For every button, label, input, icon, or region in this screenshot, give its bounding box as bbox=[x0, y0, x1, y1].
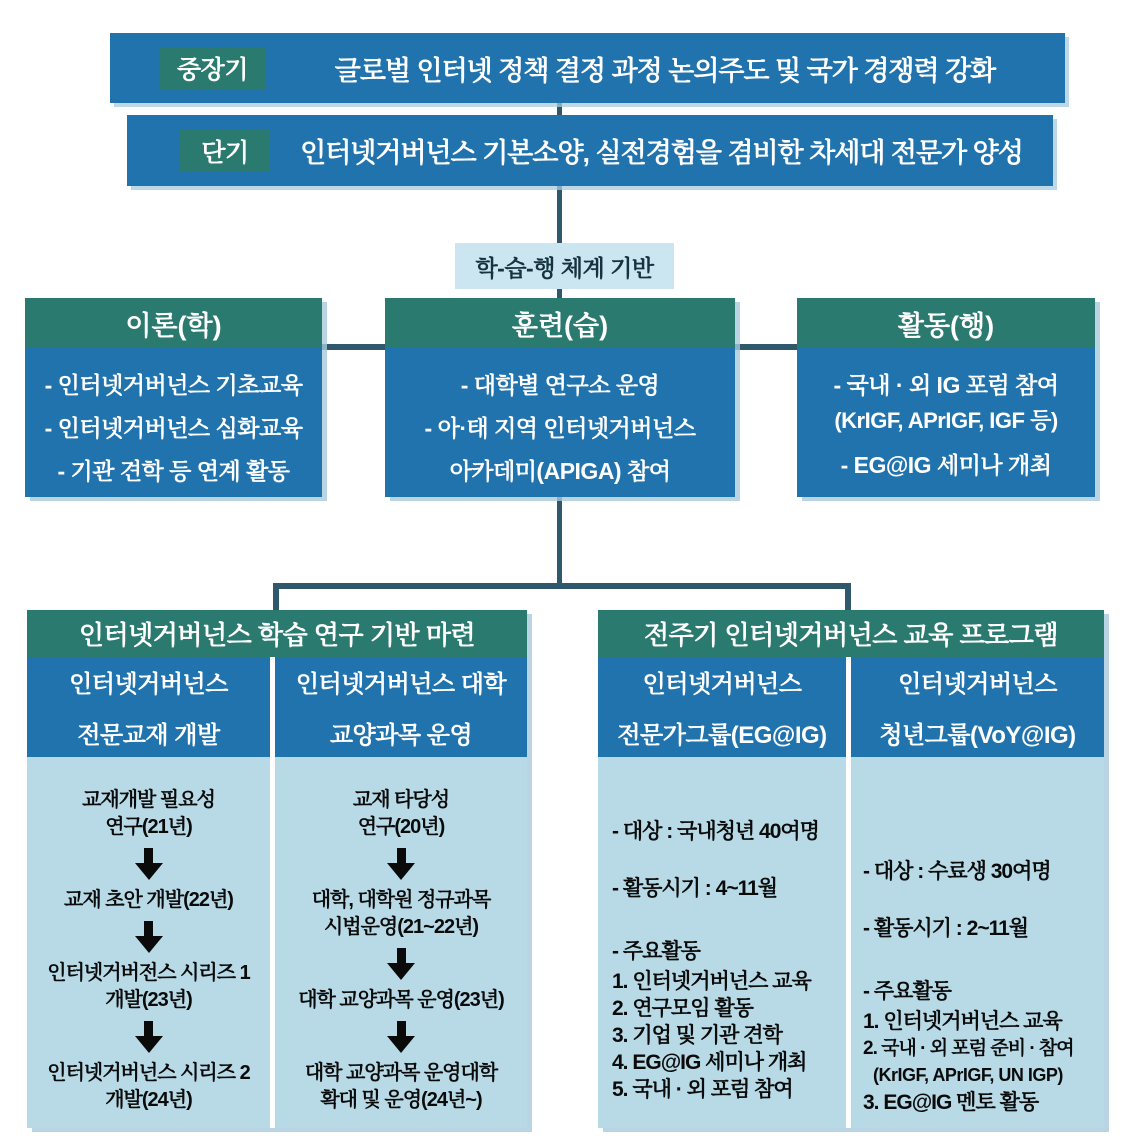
step-line: 인터넷거버전스 시리즈 1 bbox=[47, 962, 250, 984]
subheader-line: 청년그룹(VoY@IG) bbox=[879, 722, 1076, 749]
subcolumn-youth-group bbox=[851, 657, 1104, 1128]
info-line: - 대상 : 국내청년 40여명 bbox=[612, 820, 819, 843]
step-line: 연구(21년) bbox=[105, 816, 192, 838]
system-label: 학-습-행 체계 기반 bbox=[455, 243, 674, 289]
section-education-program bbox=[598, 610, 1104, 1128]
column-theory-body bbox=[25, 348, 322, 497]
section-research-foundation bbox=[27, 610, 527, 1128]
activity-item: 2. 연구모임 활동 bbox=[612, 997, 753, 1020]
column-training bbox=[385, 298, 735, 497]
short-term-title: 인터넷거버넌스 기본소양, 실전경험을 겸비한 차세대 전문가 양성 bbox=[300, 138, 1023, 168]
activity-item: 3. EG@IG 멘토 활동 bbox=[863, 1091, 1039, 1114]
subheader-line: 인터넷거버넌스 대학 bbox=[295, 671, 507, 698]
flow-step bbox=[305, 1060, 497, 1114]
step-line: 시법운영(21~22년) bbox=[323, 916, 479, 938]
activities-label: - 주요활동 bbox=[863, 980, 951, 1003]
subcolumn-youth-group-body bbox=[851, 757, 1104, 1128]
subcolumn-liberal-arts-body bbox=[275, 757, 527, 1128]
down-arrow-icon bbox=[135, 921, 163, 953]
section-research-columns bbox=[27, 657, 527, 1128]
subcolumn-expert-group-body bbox=[598, 757, 846, 1128]
down-arrow-icon bbox=[387, 948, 415, 980]
connector-training-activity bbox=[734, 344, 798, 350]
list-item: - EG@IG 세미나 개최 bbox=[840, 452, 1052, 478]
banner-long-term bbox=[110, 33, 1065, 103]
list-item: - 기관 견학 등 연계 활동 bbox=[57, 458, 290, 484]
list-item: - 인터넷거버넌스 기초교육 bbox=[44, 372, 303, 398]
long-term-badge: 중장기 bbox=[160, 47, 265, 90]
activities-label: - 주요활동 bbox=[612, 940, 700, 963]
activity-item: (KrIGF, APrIGF, UN IGP) bbox=[873, 1065, 1063, 1085]
activity-item: 3. 기업 및 기관 견학 bbox=[612, 1024, 782, 1047]
long-term-title: 글로벌 인터넷 정책 결정 과정 논의주도 및 국가 경쟁력 강화 bbox=[334, 55, 996, 86]
connector-left-drop bbox=[273, 588, 279, 612]
step-line: 대학, 대학원 정규과목 bbox=[311, 889, 491, 911]
step-line: 개발(23년) bbox=[105, 989, 192, 1011]
connector-theory-training bbox=[321, 344, 386, 350]
column-theory bbox=[25, 298, 322, 497]
flow-step bbox=[353, 787, 449, 841]
subheader-line: 인터넷거버넌스 bbox=[69, 671, 228, 698]
list-item: - 국내 · 외 IG 포럼 참여 bbox=[833, 372, 1059, 398]
connector-horizontal-split bbox=[273, 583, 851, 589]
column-activity-header: 활동(행) bbox=[797, 298, 1095, 348]
step-line: 교재 타당성 bbox=[352, 789, 450, 811]
column-activity-body bbox=[797, 348, 1095, 497]
flow-step bbox=[47, 960, 249, 1014]
connector-training-down bbox=[557, 497, 562, 584]
subheader-line: 전문가그룹(EG@IG) bbox=[617, 722, 827, 749]
down-arrow-icon bbox=[387, 848, 415, 880]
connector-banner2-syslabel bbox=[557, 186, 562, 244]
short-term-badge: 단기 bbox=[180, 129, 270, 172]
activity-item: 4. EG@IG 세미나 개최 bbox=[612, 1051, 807, 1074]
activity-item: 5. 국내 · 외 포럼 참여 bbox=[612, 1078, 793, 1101]
column-activity bbox=[797, 298, 1095, 497]
info-line: - 활동시기 : 4~11월 bbox=[612, 877, 778, 900]
flow-step bbox=[64, 887, 233, 914]
subcolumn-liberal-arts bbox=[275, 657, 527, 1128]
subheader-line: 전문교재 개발 bbox=[77, 722, 220, 749]
activity-item: 1. 인터넷거버넌스 교육 bbox=[612, 970, 811, 993]
down-arrow-icon bbox=[135, 848, 163, 880]
step-line: 개발(24년) bbox=[105, 1089, 192, 1111]
down-arrow-icon bbox=[135, 1021, 163, 1053]
section-education-program-header: 전주기 인터넷거버넌스 교육 프로그램 bbox=[598, 610, 1104, 657]
subheader-line: 인터넷거버넌스 bbox=[642, 671, 802, 698]
subcolumn-textbook bbox=[27, 657, 270, 1128]
step-line: 대학 교양과목 운영(23년) bbox=[298, 989, 504, 1011]
list-item: - 아·태 지역 인터넷거버넌스 bbox=[424, 415, 696, 441]
subcolumn-liberal-arts-header bbox=[275, 657, 527, 757]
list-item: (KrIGF, APrIGF, IGF 등) bbox=[834, 408, 1058, 433]
step-line: 확대 및 운영(24년~) bbox=[320, 1089, 482, 1111]
subcolumn-youth-group-header bbox=[851, 657, 1104, 757]
list-item: - 인터넷거버넌스 심화교육 bbox=[44, 415, 303, 441]
flow-step bbox=[47, 1060, 249, 1114]
subcolumn-textbook-body bbox=[27, 757, 270, 1128]
subcolumn-expert-group-header bbox=[598, 657, 846, 757]
flow-step bbox=[82, 787, 215, 841]
activity-item: 1. 인터넷거버넌스 교육 bbox=[863, 1010, 1062, 1033]
section-research-foundation-header: 인터넷거버넌스 학습 연구 기반 마련 bbox=[27, 610, 527, 657]
subcolumn-expert-group bbox=[598, 657, 846, 1128]
step-line: 인터넷거버넌스 시리즈 2 bbox=[47, 1062, 250, 1084]
list-item: - 대학별 연구소 운영 bbox=[460, 372, 660, 398]
connector-right-drop bbox=[845, 588, 851, 612]
column-theory-header: 이론(학) bbox=[25, 298, 322, 348]
flow-step bbox=[312, 887, 491, 941]
list-item: 아카데미(APIGA) 참여 bbox=[449, 458, 671, 484]
subcolumn-textbook-header bbox=[27, 657, 270, 757]
step-line: 연구(20년) bbox=[357, 816, 445, 838]
flow-step bbox=[298, 987, 504, 1014]
info-line: - 대상 : 수료생 30여명 bbox=[863, 860, 1051, 883]
down-arrow-icon bbox=[387, 1021, 415, 1053]
subheader-line: 인터넷거버넌스 bbox=[898, 671, 1057, 698]
info-line: - 활동시기 : 2~11월 bbox=[863, 917, 1029, 940]
step-line: 교재개발 필요성 bbox=[82, 789, 215, 811]
textbook-flow bbox=[27, 757, 270, 1114]
step-line: 교재 초안 개발(22년) bbox=[64, 889, 233, 911]
column-training-body bbox=[385, 348, 735, 497]
liberal-arts-flow bbox=[275, 757, 527, 1114]
subheader-line: 교양과목 운영 bbox=[329, 722, 473, 749]
column-training-header: 훈련(습) bbox=[385, 298, 735, 348]
banner-short-term bbox=[127, 115, 1053, 186]
step-line: 대학 교양과목 운영대학 bbox=[304, 1062, 498, 1084]
activity-item: 2. 국내 · 외 포럼 준비 · 참여 bbox=[863, 1038, 1074, 1059]
section-education-columns bbox=[598, 657, 1104, 1128]
